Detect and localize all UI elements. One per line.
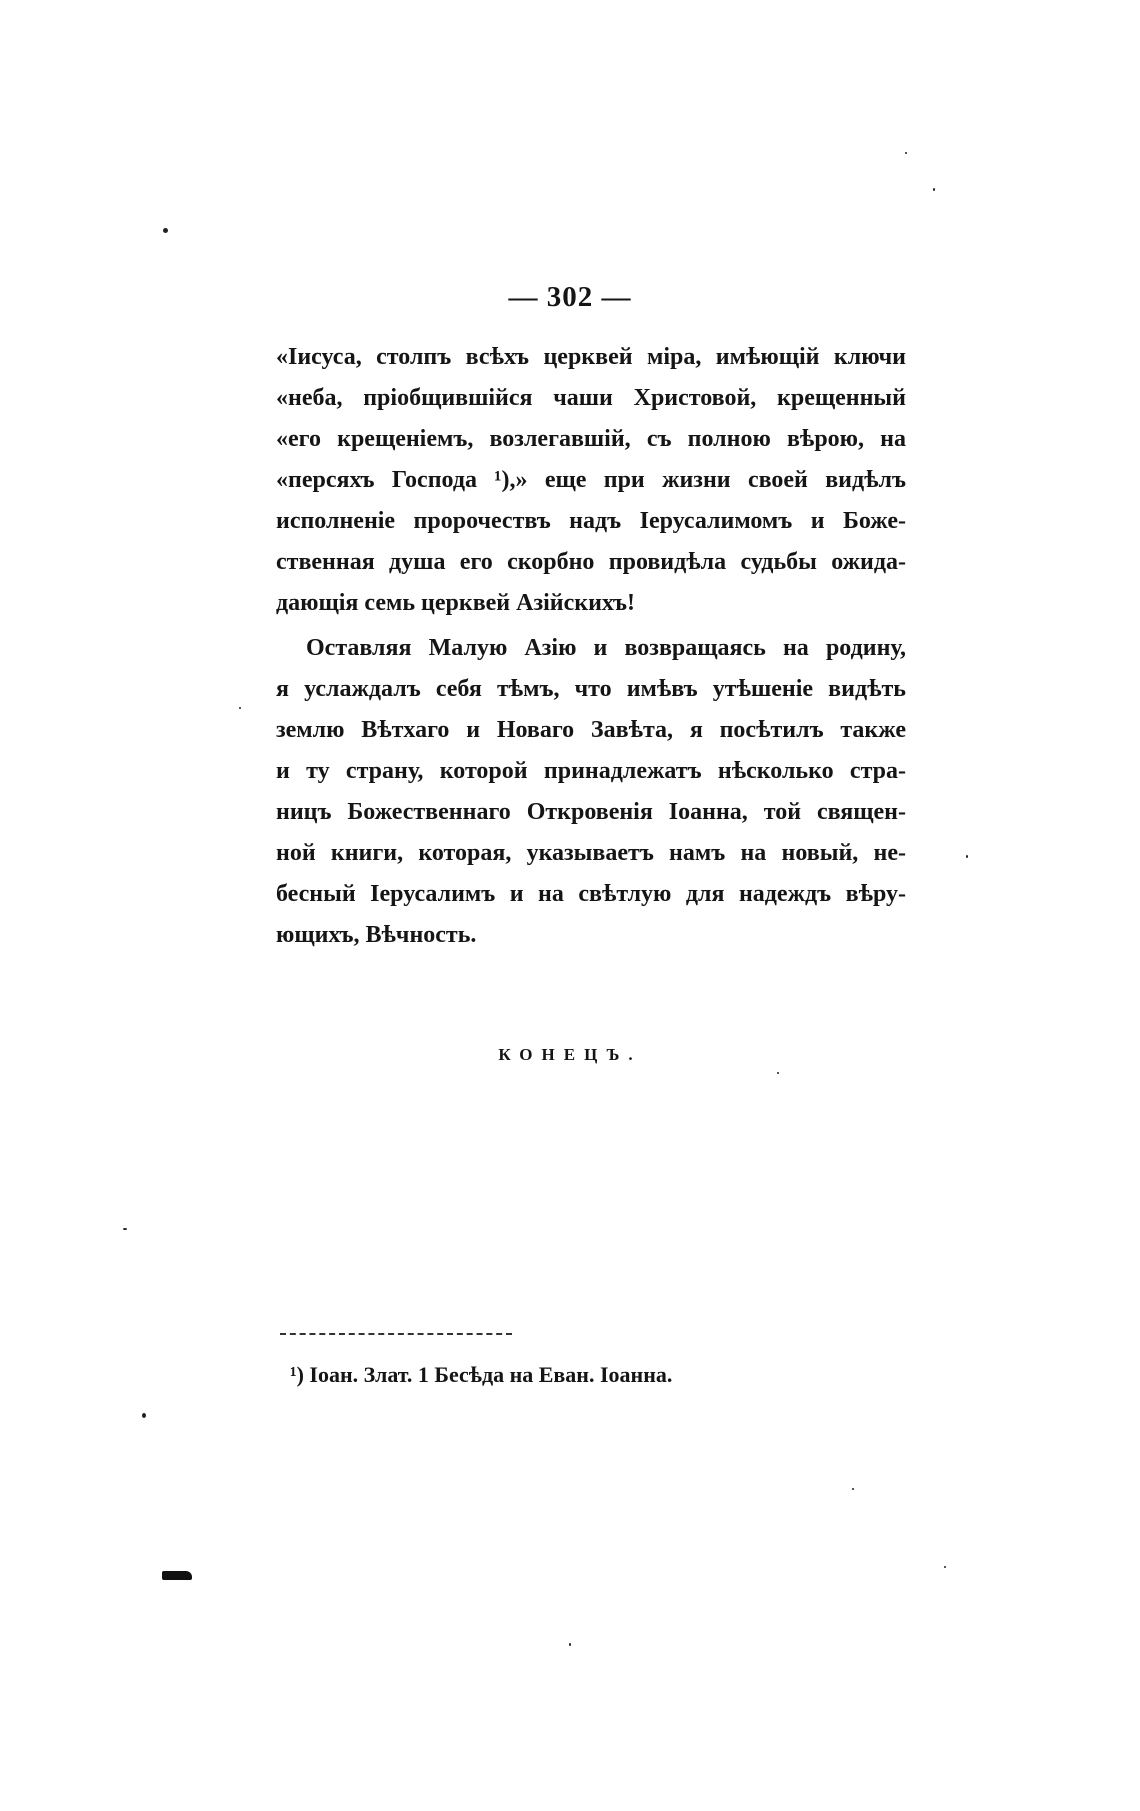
text-line: ющихъ, Вѣчность. — [276, 922, 477, 948]
scan-speck — [933, 188, 935, 191]
scan-speck — [142, 1413, 146, 1418]
scan-speck — [777, 1072, 779, 1074]
scan-speck — [905, 152, 907, 154]
footnote-divider — [280, 1333, 512, 1335]
scan-speck — [852, 1488, 854, 1490]
text-line: бесный Іерусалимъ и на свѣтлую для надеждъ вѣру- — [276, 881, 906, 907]
scan-blot — [162, 1571, 192, 1580]
scan-speck — [569, 1643, 571, 1646]
the-end-label: КОНЕЦЪ. — [498, 1045, 642, 1064]
scan-speck — [123, 1228, 127, 1230]
scan-speck — [239, 707, 241, 709]
text-line: я услаждалъ себя тѣмъ, что имѣвъ утѣшеніе видѣть — [276, 676, 906, 702]
text-line: «неба, пріобщившійся чаши Христовой, крещенный — [276, 385, 906, 411]
page-number: — 302 — — [508, 281, 632, 313]
footnote — [290, 1362, 672, 1388]
footnote-text: Іоан. Злат. 1 Бесѣда на Еван. Іоанна. — [309, 1362, 673, 1387]
text-line: ной книги, которая, указываетъ намъ на новый, не- — [276, 840, 906, 866]
scan-speck — [966, 855, 968, 858]
scan-speck — [944, 1566, 946, 1568]
text-line: и ту страну, которой принадлежатъ нѣсколько стра- — [276, 758, 906, 784]
text-line: «персяхъ Господа ¹),» еще при жизни своей видѣлъ — [276, 467, 906, 493]
text-line: «его крещеніемъ, возлегавшій, съ полною вѣрою, на — [276, 426, 906, 452]
text-line: исполненіе пророчествъ надъ Іерусалимомъ и Боже- — [276, 508, 906, 534]
text-line: Оставляя Малую Азію и возвращаясь на родину, — [306, 635, 906, 661]
scan-speck — [163, 228, 168, 233]
text-line: ницъ Божественнаго Откровенія Іоанна, той священ- — [276, 799, 906, 825]
text-line: «Іисуса, столпъ всѣхъ церквей міра, имѣющій ключи — [276, 344, 906, 370]
text-line: землю Вѣтхаго и Новаго Завѣта, я посѣтилъ также — [276, 717, 906, 743]
footnote-marker: ¹) — [290, 1362, 304, 1387]
text-line: дающія семь церквей Азійскихъ! — [276, 590, 635, 616]
body-text — [276, 337, 906, 956]
text-line: ственная душа его скорбно провидѣла судьбы ожида- — [276, 549, 906, 575]
